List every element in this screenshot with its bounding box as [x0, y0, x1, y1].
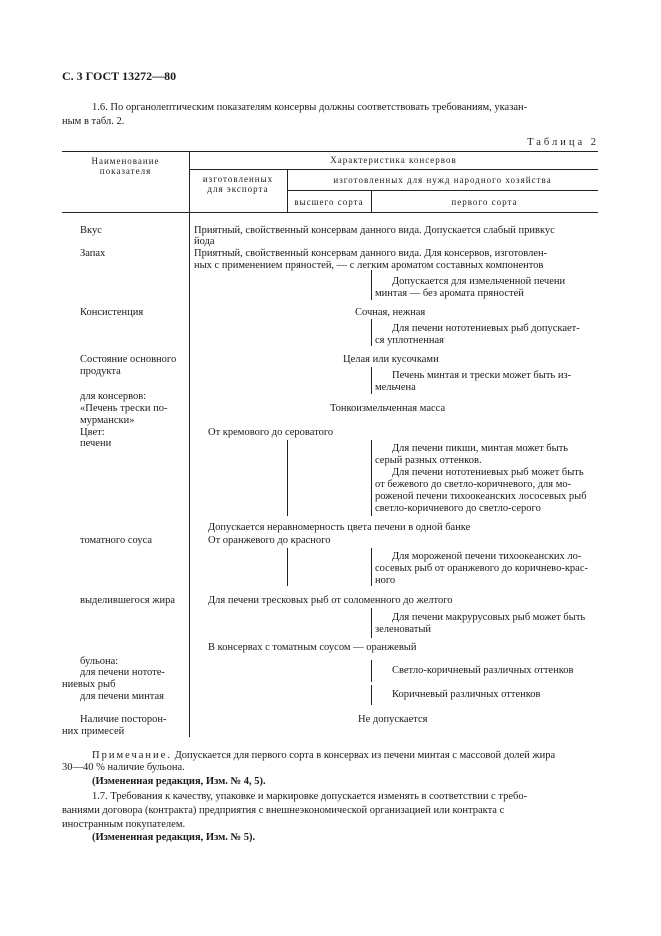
- liver-note-4: от бежевого до светло-коричневого, для мо-: [375, 479, 572, 490]
- impurities-value: Не допускается: [358, 714, 428, 725]
- taste-name: Вкус: [80, 225, 102, 236]
- p17-line-2: ваниями договора (контракта) предприятия с внешнеэкономической организацией или контракта с: [62, 805, 505, 816]
- liver-divider-1: [287, 440, 288, 516]
- p17-line-3: иностранным покупателем.: [62, 819, 186, 830]
- broth-noto-name-2: ниевых рыб: [62, 679, 116, 690]
- smell-name: Запах: [80, 248, 106, 259]
- fat-value: Для печени тресковых рыб от соломенного до желтого: [208, 595, 453, 606]
- liver-value: От кремового до сероватого: [208, 427, 334, 438]
- liver-name: печени: [80, 438, 112, 449]
- table-label: Таблица 2: [527, 137, 599, 148]
- fat-divider: [371, 608, 372, 638]
- edit-note-2: (Измененная редакция, Изм. № 5).: [92, 832, 256, 843]
- header-export-2: для экспорта: [207, 184, 269, 194]
- table-header-rule-1: [189, 169, 598, 170]
- broth-noto-name: для печени нототе-: [80, 667, 165, 678]
- canned-name-3: мурмански»: [80, 415, 135, 426]
- consistency-note-divider: [371, 319, 372, 346]
- edit-note-1: (Измененная редакция, Изм. № 4, 5).: [92, 776, 266, 787]
- sauce-note-1: Для мороженой печени тихоокеанских ло-: [392, 551, 582, 562]
- header-top-grade: высшего сорта: [294, 197, 364, 207]
- liver-note-3: Для печени нототениевых рыб может быть: [392, 467, 584, 478]
- state-note: Печень минтая и трески может быть из-: [392, 370, 572, 381]
- impurities-name-2: них примесей: [62, 726, 125, 737]
- taste-value-2: йода: [194, 236, 215, 247]
- sauce-divider-1: [287, 548, 288, 586]
- intro-line-2: ным в табл. 2.: [62, 116, 125, 127]
- liver-divider-2: [371, 440, 372, 516]
- table-header-rule-2: [287, 190, 598, 191]
- p17-line-1: 1.7. Требования к качеству, упаковке и маркировке допускается изменять в соответствии с требо-: [92, 791, 528, 802]
- header-characteristic: Характеристика консервов: [330, 155, 457, 165]
- state-value: Целая или кусочками: [343, 354, 439, 365]
- sauce-divider-2: [371, 548, 372, 586]
- sauce-note-2: сосевых рыб от оранжевого до коричнево-крас-: [375, 563, 588, 574]
- liver-uneven: Допускается неравномерность цвета печени в одной банке: [208, 522, 471, 533]
- fat-note-2: зеленоватый: [375, 624, 432, 635]
- note-text: Допускается для первого сорта в консервах из печени минтая с массовой долей жира: [171, 750, 556, 761]
- smell-note-2: минтая — без аромата пряностей: [375, 288, 524, 299]
- broth-pollock-divider: [371, 685, 372, 705]
- liver-note-6: светло-коричневого до светло-серого: [375, 503, 541, 514]
- header-indicator-name-2: показателя: [99, 166, 152, 176]
- broth-noto-value: Светло-коричневый различных оттенков: [392, 665, 574, 676]
- broth-pollock-name: для печени минтая: [80, 691, 164, 702]
- consistency-note: Для печени нототениевых рыб допускает-: [392, 323, 580, 334]
- fat-note-1: Для печени макрурусовых рыб может быть: [392, 612, 586, 623]
- sauce-name: томатного соуса: [80, 535, 153, 546]
- canned-value: Тонкоизмельченная масса: [330, 403, 446, 414]
- fat-name: выделившегося жира: [80, 595, 176, 606]
- consistency-value: Сочная, нежная: [355, 307, 426, 318]
- broth-noto-divider: [371, 660, 372, 682]
- state-name-2: продукта: [80, 366, 121, 377]
- header-indicator-name: Наименование: [91, 156, 160, 166]
- liver-note-5: роженой печени тихоокеанских лососевых рыб: [375, 491, 587, 502]
- header-national: изготовленных для нужд народного хозяйства: [333, 175, 552, 185]
- smell-note: Допускается для измельченной печени: [392, 276, 566, 287]
- smell-value: Приятный, свойственный консервам данного вида. Для консервов, изготовлен-: [194, 248, 548, 259]
- state-note-2: мельчена: [375, 382, 416, 393]
- note-text-2: 30—40 % наличие бульона.: [62, 762, 185, 773]
- taste-value: Приятный, свойственный консервам данного вида. Допускается слабый привкус: [194, 225, 555, 236]
- header-first-grade: первого сорта: [451, 197, 518, 207]
- table-note: [92, 750, 555, 761]
- broth-pollock-value: Коричневый различных оттенков: [392, 689, 541, 700]
- sauce-note-3: ного: [375, 575, 396, 586]
- broth-name: бульона:: [80, 656, 119, 667]
- color-name: Цвет:: [80, 427, 105, 438]
- liver-note-1: Для печени пикши, минтая может быть: [392, 443, 569, 454]
- impurities-name: Наличие посторон-: [80, 714, 167, 725]
- body-divider: [189, 213, 190, 737]
- canned-name-2: «Печень трески по-: [80, 403, 168, 414]
- header-export: изготовленных: [202, 174, 274, 184]
- state-note-divider: [371, 367, 372, 394]
- note-label: Примечание.: [92, 750, 172, 761]
- tomato-note: В консервах с томатным соусом — оранжевый: [208, 642, 417, 653]
- liver-note-2: серый разных оттенков.: [375, 455, 482, 466]
- consistency-name: Консистенция: [80, 307, 144, 318]
- canned-name: для консервов:: [80, 391, 147, 402]
- table-top-rule: [62, 151, 598, 152]
- page-header: С. 3 ГОСТ 13272—80: [62, 69, 177, 83]
- state-name: Состояние основного: [80, 354, 177, 365]
- consistency-note-2: ся уплотненная: [375, 335, 444, 346]
- sauce-value: От оранжевого до красного: [208, 535, 331, 546]
- intro-line-1: 1.6. По органолептическим показателям консервы должны соответствовать требованиям, указан-: [92, 102, 528, 113]
- smell-value-2: ных с применением пряностей, — с легким ароматом составных компонентов: [194, 260, 544, 271]
- smell-note-divider: [371, 270, 372, 300]
- table-header-bottom-rule: [62, 212, 598, 213]
